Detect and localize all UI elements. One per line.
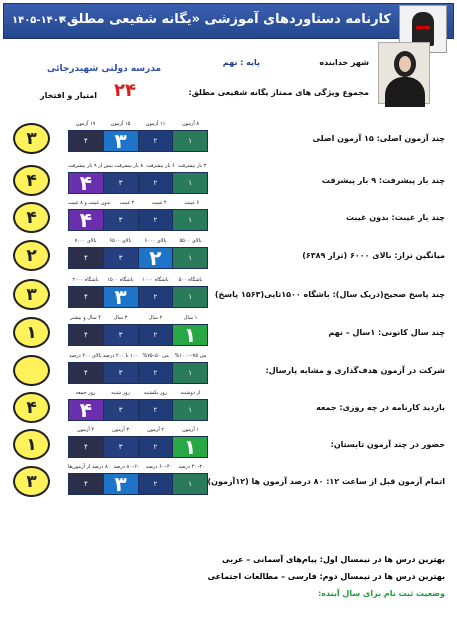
score-bar <box>68 199 208 233</box>
level-cell: ۳ <box>104 287 138 307</box>
level-label: بالای ۶۵۰۰ <box>109 238 132 244</box>
score-bar <box>68 162 208 196</box>
level-label: روز یکشنبه <box>143 390 168 396</box>
level-cell: ۱ <box>173 325 207 345</box>
level-label: بالای ۲۰۰ درصد <box>69 353 102 359</box>
level-cell: ۴ <box>69 400 103 420</box>
level-label: ۸ آزمون <box>181 121 199 127</box>
level-cell: ۳ <box>104 173 138 193</box>
row-question: چند بار غیبت: بدون غیبت <box>346 213 445 222</box>
level-cell: ۱ <box>173 287 207 307</box>
level-label: ۱۱ آزمون <box>145 121 166 127</box>
featured-label: مجموع ویژگی های ممتاز یگانه شفیعی مطلق: <box>188 88 369 97</box>
score-bar <box>68 120 208 154</box>
level-cell: ۴ <box>69 363 103 383</box>
level-cell: ۲ <box>139 474 173 494</box>
row-question: میانگین تراز: بالای ۶۰۰۰ (تراز ۶۳۸۹) <box>302 251 445 260</box>
level-cell: ۱ <box>173 131 207 151</box>
level-cell: ۲ <box>139 363 173 383</box>
level-label: روز جمعه <box>75 390 96 396</box>
level-cell: ۱ <box>173 173 207 193</box>
level-label: ۲ آزمون <box>146 427 164 433</box>
score-badge: ۳ <box>13 123 50 154</box>
score-badge: ۱ <box>13 429 50 460</box>
level-cell: ۱ <box>173 248 207 268</box>
score-badge <box>13 355 50 386</box>
level-cell: ۴ <box>69 287 103 307</box>
score-unit: امتیاز و افتخار <box>40 91 97 100</box>
level-cell: ۳ <box>104 437 138 457</box>
score-bar <box>68 237 208 271</box>
level-cell: ۳ <box>104 210 138 230</box>
level-label: ۴ آزمون <box>76 427 94 433</box>
level-cell: ۳ <box>104 248 138 268</box>
level-cell: ۳ <box>104 363 138 383</box>
level-label: ۳ سال <box>113 315 128 321</box>
level-label: ۳ آزمون <box>111 427 129 433</box>
level-cell: ۴ <box>69 173 103 193</box>
registration-status: وضعیت ثبت نام برای سال آینده: <box>318 589 445 598</box>
level-cell: ۴ <box>69 131 103 151</box>
level-cell: ۳ <box>104 325 138 345</box>
row-question: چند بار پیشرفت: ۹ بار پیشرفت <box>321 176 445 185</box>
row-question: اتمام آزمون قبل از ساعت ۱۲: ۸۰ درصد آزمون ها (۱۲آزمون) <box>207 477 445 486</box>
level-cell: ۱ <box>173 437 207 457</box>
level-label: باشگاه ۵۰۰ <box>178 277 203 283</box>
row-question: شرکت در آزمون هدف‌گذاری و مشابه پارسال: <box>265 366 445 375</box>
level-cell: ۱ <box>173 400 207 420</box>
level-cell: ۱ <box>173 210 207 230</box>
student-city: شهر خدابنده <box>319 58 369 67</box>
best-subjects-first-term: بهترین درس ها در نیمسال اول: پیام‌های آسمانی – عربی <box>221 555 445 564</box>
level-label: ۶ بار پیشرفت <box>146 163 175 169</box>
level-label: می ۵۰–۷۵% <box>142 353 169 359</box>
level-cell: ۲ <box>139 400 173 420</box>
level-label: ۴ غیبت <box>151 200 167 206</box>
score-badge: ۳ <box>13 466 50 497</box>
row-question: چند سال کانونی: ۱سال – نهم <box>328 328 445 337</box>
level-label: بالای ۶۰۰۰ <box>144 238 167 244</box>
level-label: ۱۹ آزمون <box>75 121 96 127</box>
level-cell: ۳ <box>104 400 138 420</box>
level-cell: ۲ <box>139 325 173 345</box>
level-label: باشگاه ۱۰۰۰ <box>142 277 169 283</box>
level-cell: ۴ <box>69 474 103 494</box>
level-label: از دوشنبه <box>180 390 201 396</box>
level-cell: ۲ <box>139 131 173 151</box>
level-label: باشگاه ۲۰۰۰ <box>72 277 99 283</box>
row-question: چند پاسخ صحیح(دریک سال): باشگاه ۱۵۰۰تایی(۱۵۶۳ پاسخ) <box>214 290 445 299</box>
level-cell: ۲ <box>139 437 173 457</box>
level-label: ۲ غیبت <box>119 200 135 206</box>
row-question: چند آزمون اصلی: ۱۵ آزمون اصلی <box>312 134 445 143</box>
level-label: ۱ آزمون <box>181 427 199 433</box>
report-year: ۱۴۰۵-۱۴۰۴ <box>12 15 65 26</box>
level-label: ۸۰ درصد از آزمون‌ها <box>68 464 111 470</box>
level-label: ۱۵ آزمون <box>110 121 131 127</box>
score-bar <box>68 352 208 386</box>
level-cell: ۲ <box>139 210 173 230</box>
score-bar <box>68 463 208 497</box>
level-cell: ۱ <box>173 363 207 383</box>
level-cell: ۴ <box>69 248 103 268</box>
level-label: بالای ۵۵۰۰ <box>179 238 202 244</box>
student-school: مدرسه دولتی شهیدرجائی <box>47 64 162 74</box>
level-label: ۴ سال و بیشتر <box>70 315 101 321</box>
level-label: بدون غیبت و ۸ غیبت <box>67 200 111 206</box>
level-cell: ۲ <box>139 248 173 268</box>
score-badge: ۳ <box>13 279 50 310</box>
level-label: بیش از ۹ بار پیشرفت <box>68 163 113 169</box>
level-cell: ۴ <box>69 325 103 345</box>
level-cell: ۲ <box>139 287 173 307</box>
student-photo <box>378 42 430 104</box>
level-label: ۲ سال <box>148 315 163 321</box>
level-label: باشگاه ۱۵۰۰ <box>107 277 134 283</box>
level-cell: ۳ <box>104 474 138 494</box>
report-title: کارنامه دستاوردهای آموزشی «یگانه شفیعی مطلق» <box>58 12 391 27</box>
score-bar <box>68 276 208 310</box>
report-header <box>3 3 454 39</box>
level-cell: ۳ <box>104 131 138 151</box>
level-label: ۱ سال <box>183 315 198 321</box>
level-label: ۶۰–۸۰ درصد <box>113 464 140 470</box>
row-question: بازدید کارنامه در چه روزی: جمعه <box>316 403 445 412</box>
level-label: می ۷۵–۱۰۰۰% <box>174 353 207 359</box>
level-label: ۸ بار پیشرفت <box>114 163 144 169</box>
score-badge: ۴ <box>13 202 50 233</box>
score-badge: ۴ <box>13 392 50 423</box>
score-bar <box>68 426 208 460</box>
row-question: حضور در چند آزمون تابستان: <box>330 440 445 449</box>
level-label: ۴۰–۶۰ درصد <box>146 464 173 470</box>
student-grade: پایه : نهم <box>222 58 260 67</box>
best-subjects-second-term: بهترین درس ها در نیمسال دوم: فارسی – مطالعات اجتماعی <box>207 572 445 581</box>
level-cell: ۱ <box>173 474 207 494</box>
score-badge: ۴ <box>13 165 50 196</box>
score-badge: ۲ <box>13 240 50 271</box>
level-cell: ۴ <box>69 437 103 457</box>
level-label: ۱۰۰ تا ۲۰۰ درصد <box>102 353 139 359</box>
level-cell: ۲ <box>139 173 173 193</box>
level-label: ۳ بار پیشرفت <box>177 163 207 169</box>
level-label: ۲۰–۴۰ درصد <box>178 464 205 470</box>
score-bar <box>68 389 208 423</box>
level-label: بالای ۷۰۰۰ <box>74 238 97 244</box>
score-bar <box>68 314 208 348</box>
level-cell: ۴ <box>69 210 103 230</box>
level-label: روز شنبه <box>111 390 130 396</box>
level-label: ۶ غیبت <box>184 200 200 206</box>
score-badge: ۱ <box>13 317 50 348</box>
total-score: ۲۴ <box>114 80 136 101</box>
